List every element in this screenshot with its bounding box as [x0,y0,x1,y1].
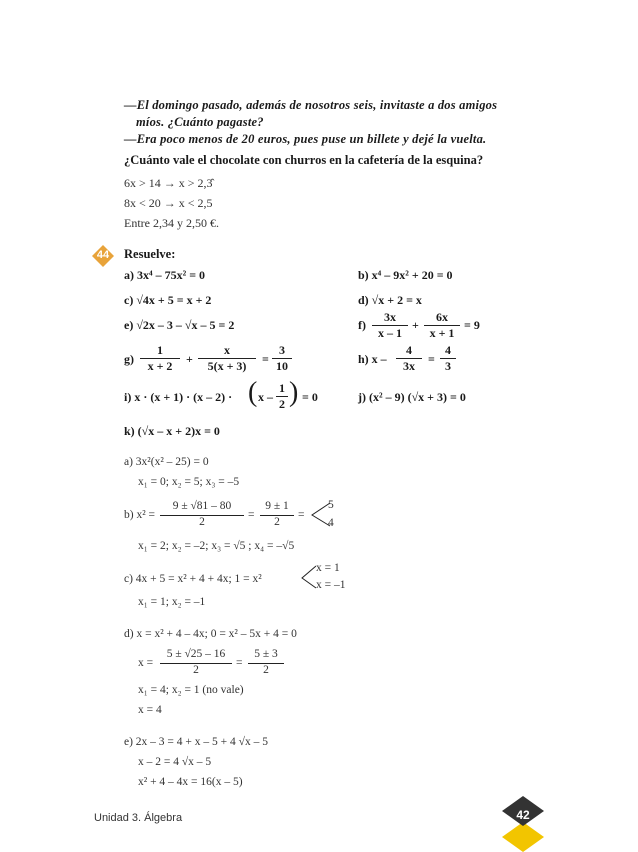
exercise-f-label: f) [358,318,366,332]
answer-line-1: 6x > 14 → x > 2,3̂ [124,176,213,190]
solution-a-line-1: a) 3x²(x² – 25) = 0 [124,456,209,468]
footer-unit-title: Unidad 3. Álgebra [94,812,183,824]
solution-b-numerator-1: 9 ± √81 – 80 [172,500,232,512]
solution-b-lhs: b) x² = [124,509,156,521]
dialogue-line-1b: míos. ¿Cuánto pagaste? [136,115,264,129]
exercise-i-denominator: 2 [279,397,285,411]
solution-d-denominator-2: 2 [263,664,269,676]
solution-d-equals: = [236,657,243,669]
answer-line-2: 8x < 20 → x < 2,5 [124,196,213,210]
exercise-c: c) √4x + 5 = x + 2 [124,293,212,307]
exercise-f-equals: = 9 [464,318,480,332]
exercise-f-numerator-1: 3x [384,310,396,324]
exercise-a: a) 3x⁴ – 75x² = 0 [124,268,206,282]
solution-b-equals-2: = [298,509,305,521]
exercise-i-inner: x – [258,390,273,404]
page-number-badge [500,796,546,852]
exercise-k: k) (√x – x + 2)x = 0 [124,424,220,438]
exercise-title: Resuelve: [124,247,176,261]
solution-b-line-2: x₁ = 2; x₂ = –2; x₃ = √5 ; x₄ = –√5 [138,540,295,552]
solution-e-line-3: x² + 4 – 4x = 16(x – 5) [138,776,243,788]
solution-d-line-3: x = 4 [138,704,162,716]
dialogue-line-1: —El domingo pasado, además de nosotros seis, invitaste a dos amigos [124,98,498,112]
solution-d-numerator-1: 5 ± √25 – 16 [166,648,226,660]
solution-d-line-1: d) x = x² + 4 – 4x; 0 = x² – 5x + 4 = 0 [124,628,297,640]
solution-d-lhs: x = [138,657,154,669]
exercise-h-denominator-2: 3 [445,359,451,373]
exercise-g-numerator-1: 1 [157,343,163,357]
exercise-h-numerator-2: 4 [445,343,451,357]
exercise-g-equals: = [262,352,269,366]
exercise-h-denominator-1: 3x [403,359,415,373]
solution-e-line-2: x – 2 = 4 √x – 5 [138,756,212,768]
solution-b-root-2: 4 [328,517,334,529]
solution-b-denominator-2: 2 [274,516,280,528]
exercise-f-operator: + [412,318,419,332]
solution-e-line-1: e) 2x – 3 = 4 + x – 5 + 4 √x – 5 [124,736,268,748]
exercise-g-denominator-3: 10 [276,359,288,373]
exercise-h-equals: = [428,352,435,366]
solution-c-line-1: c) 4x + 5 = x² + 4 + 4x; 1 = x² [124,573,262,585]
exercise-f-denominator-1: x – 1 [378,326,402,340]
exercise-f-numerator-2: 6x [436,310,448,324]
solution-a-line-2: x₁ = 0; x₂ = 5; x₃ = –5 [138,476,240,488]
solution-b-equals-1: = [248,509,255,521]
solution-d-denominator-1: 2 [193,664,199,676]
page-number: 42 [516,808,530,822]
exercise-i-numerator: 1 [279,381,285,395]
exercise-j: j) (x² – 9) (√x + 3) = 0 [358,390,466,404]
solution-c-root-2: x = –1 [316,579,346,591]
exercise-g-label: g) [124,352,134,366]
solution-c-line-2: x₁ = 1; x₂ = –1 [138,596,206,608]
exercise-g-numerator-2: x [224,343,230,357]
exercise-b: b) x⁴ – 9x² + 20 = 0 [358,268,453,282]
exercise-g-denominator-2: 5(x + 3) [207,359,247,373]
exercise-h-numerator-1: 4 [406,343,412,357]
exercise-number: 44 [96,249,110,261]
dialogue-line-2: —Era poco menos de 20 euros, pues puse un billete y dejé la vuelta. [124,132,487,146]
exercise-h-label: h) x – [358,352,387,366]
solution-d-numerator-2: 5 ± 3 [254,648,278,660]
solution-b-denominator-1: 2 [199,516,205,528]
problem-question: ¿Cuánto vale el chocolate con churros en la cafetería de la esquina? [124,153,484,167]
exercise-i-prefix: i) x · (x + 1) · (x – 2) · [124,390,233,404]
exercise-g-denominator-1: x + 2 [147,359,173,373]
exercise-g-numerator-3: 3 [279,343,285,357]
exercise-g-operator: + [186,352,193,366]
solution-c-root-1: x = 1 [316,562,340,574]
exercise-f-denominator-2: x + 1 [429,326,455,340]
answer-line-3: Entre 2,34 y 2,50 €. [124,216,219,230]
solution-b-root-1: 5 [328,499,334,511]
solution-b-numerator-2: 9 ± 1 [265,500,289,512]
solution-d-line-2: x₁ = 4; x₂ = 1 (no vale) [138,684,244,696]
exercise-e: e) √2x – 3 – √x – 5 = 2 [124,318,235,332]
exercise-d: d) √x + 2 = x [358,293,422,307]
exercise-i-equals: = 0 [302,390,318,404]
